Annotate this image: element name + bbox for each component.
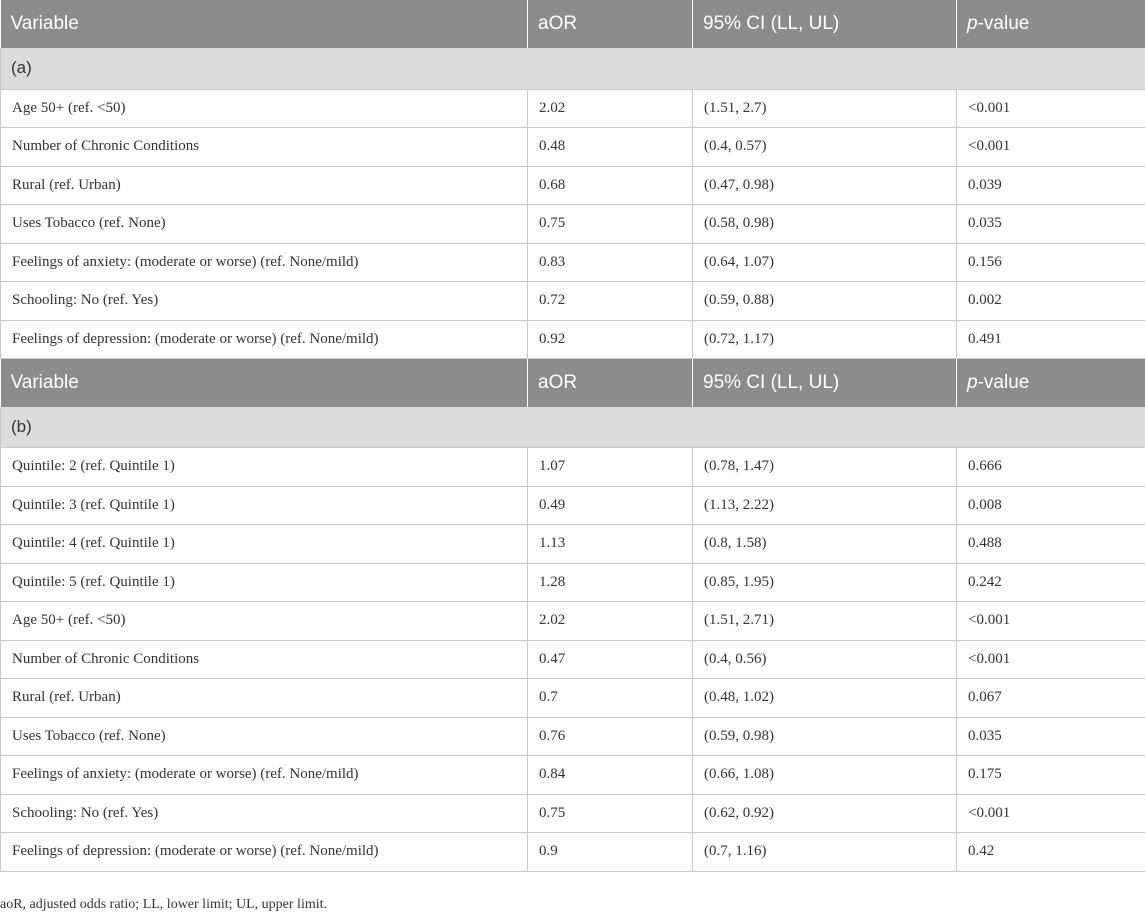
table-row — [1, 448, 1145, 487]
table-row — [1, 128, 1145, 167]
cell-p-value: 0.666 — [957, 448, 1145, 487]
table-row — [1, 563, 1145, 602]
cell-p-value: 0.175 — [957, 756, 1145, 795]
table-row — [1, 756, 1145, 795]
table-row — [1, 833, 1145, 872]
cell-variable: Rural (ref. Urban) — [1, 166, 528, 205]
table-row — [1, 486, 1145, 525]
cell-ci: (0.59, 0.98) — [693, 717, 957, 756]
cell-p-value: <0.001 — [957, 602, 1145, 641]
cell-aor: 1.13 — [528, 525, 693, 564]
header-p-italic: p — [967, 13, 978, 34]
cell-variable: Number of Chronic Conditions — [1, 640, 528, 679]
table-row — [1, 525, 1145, 564]
cell-p-value: 0.488 — [957, 525, 1145, 564]
cell-aor: 0.76 — [528, 717, 693, 756]
cell-aor: 0.48 — [528, 128, 693, 167]
header-aor: aOR — [528, 359, 693, 407]
header-row — [1, 0, 1145, 48]
cell-aor: 1.28 — [528, 563, 693, 602]
cell-p-value: <0.001 — [957, 640, 1145, 679]
table-row — [1, 602, 1145, 641]
cell-aor: 0.68 — [528, 166, 693, 205]
cell-p-value: 0.491 — [957, 320, 1145, 359]
cell-variable: Quintile: 3 (ref. Quintile 1) — [1, 486, 528, 525]
cell-aor: 0.83 — [528, 243, 693, 282]
cell-p-value: <0.001 — [957, 128, 1145, 167]
cell-variable: Rural (ref. Urban) — [1, 679, 528, 718]
cell-p-value: <0.001 — [957, 794, 1145, 833]
section-label: (b) — [1, 407, 1145, 448]
cell-p-value: 0.067 — [957, 679, 1145, 718]
cell-ci: (0.47, 0.98) — [693, 166, 957, 205]
cell-p-value: 0.002 — [957, 282, 1145, 321]
cell-aor: 0.47 — [528, 640, 693, 679]
cell-variable: Age 50+ (ref. <50) — [1, 89, 528, 128]
cell-variable: Quintile: 2 (ref. Quintile 1) — [1, 448, 528, 487]
cell-aor: 2.02 — [528, 89, 693, 128]
cell-ci: (0.64, 1.07) — [693, 243, 957, 282]
cell-aor: 0.75 — [528, 205, 693, 244]
section-label: (a) — [1, 48, 1145, 89]
cell-variable: Quintile: 4 (ref. Quintile 1) — [1, 525, 528, 564]
cell-variable: Feelings of depression: (moderate or worse) (ref. None/mild) — [1, 833, 528, 872]
results-table-body — [1, 0, 1145, 871]
cell-ci: (0.48, 1.02) — [693, 679, 957, 718]
cell-p-value: 0.035 — [957, 717, 1145, 756]
cell-variable: Schooling: No (ref. Yes) — [1, 282, 528, 321]
cell-variable: Uses Tobacco (ref. None) — [1, 205, 528, 244]
table-row — [1, 320, 1145, 359]
cell-p-value: 0.039 — [957, 166, 1145, 205]
table-row — [1, 89, 1145, 128]
cell-ci: (0.7, 1.16) — [693, 833, 957, 872]
cell-ci: (0.8, 1.58) — [693, 525, 957, 564]
header-p-suffix: -value — [977, 13, 1030, 34]
cell-variable: Feelings of anxiety: (moderate or worse) (ref. None/mild) — [1, 756, 528, 795]
table-row — [1, 640, 1145, 679]
cell-ci: (1.13, 2.22) — [693, 486, 957, 525]
cell-aor: 0.49 — [528, 486, 693, 525]
header-p-value — [957, 359, 1145, 407]
cell-p-value: 0.035 — [957, 205, 1145, 244]
cell-variable: Uses Tobacco (ref. None) — [1, 717, 528, 756]
cell-p-value: <0.001 — [957, 89, 1145, 128]
header-variable: Variable — [1, 359, 528, 407]
cell-variable: Feelings of depression: (moderate or worse) (ref. None/mild) — [1, 320, 528, 359]
table-footnote: aoR, adjusted odds ratio; LL, lower limit; UL, upper limit. — [0, 897, 328, 912]
cell-p-value: 0.242 — [957, 563, 1145, 602]
cell-variable: Quintile: 5 (ref. Quintile 1) — [1, 563, 528, 602]
cell-aor: 0.72 — [528, 282, 693, 321]
cell-aor: 0.75 — [528, 794, 693, 833]
cell-ci: (0.59, 0.88) — [693, 282, 957, 321]
cell-ci: (1.51, 2.71) — [693, 602, 957, 641]
header-variable: Variable — [1, 0, 528, 48]
table-row — [1, 205, 1145, 244]
cell-variable: Number of Chronic Conditions — [1, 128, 528, 167]
cell-ci: (0.85, 1.95) — [693, 563, 957, 602]
cell-p-value: 0.156 — [957, 243, 1145, 282]
header-ci: 95% CI (LL, UL) — [693, 359, 957, 407]
header-ci: 95% CI (LL, UL) — [693, 0, 957, 48]
cell-variable: Feelings of anxiety: (moderate or worse) (ref. None/mild) — [1, 243, 528, 282]
section-row — [1, 48, 1145, 89]
cell-ci: (0.4, 0.56) — [693, 640, 957, 679]
cell-ci: (0.72, 1.17) — [693, 320, 957, 359]
cell-aor: 2.02 — [528, 602, 693, 641]
cell-p-value: 0.42 — [957, 833, 1145, 872]
cell-variable: Schooling: No (ref. Yes) — [1, 794, 528, 833]
cell-ci: (0.62, 0.92) — [693, 794, 957, 833]
table-row — [1, 717, 1145, 756]
table-row — [1, 166, 1145, 205]
cell-ci: (0.66, 1.08) — [693, 756, 957, 795]
header-p-value — [957, 0, 1145, 48]
table-row — [1, 679, 1145, 718]
header-p-italic: p — [967, 371, 978, 393]
cell-ci: (1.51, 2.7) — [693, 89, 957, 128]
header-aor: aOR — [528, 0, 693, 48]
cell-aor: 0.84 — [528, 756, 693, 795]
cell-variable: Age 50+ (ref. <50) — [1, 602, 528, 641]
header-row — [1, 359, 1145, 407]
table-row — [1, 243, 1145, 282]
table-row — [1, 282, 1145, 321]
cell-aor: 1.07 — [528, 448, 693, 487]
cell-ci: (0.78, 1.47) — [693, 448, 957, 487]
section-row — [1, 407, 1145, 448]
cell-ci: (0.4, 0.57) — [693, 128, 957, 167]
table-row — [1, 794, 1145, 833]
cell-aor: 0.92 — [528, 320, 693, 359]
cell-aor: 0.7 — [528, 679, 693, 718]
cell-aor: 0.9 — [528, 833, 693, 872]
header-p-suffix: -value — [977, 371, 1030, 393]
cell-ci: (0.58, 0.98) — [693, 205, 957, 244]
cell-p-value: 0.008 — [957, 486, 1145, 525]
